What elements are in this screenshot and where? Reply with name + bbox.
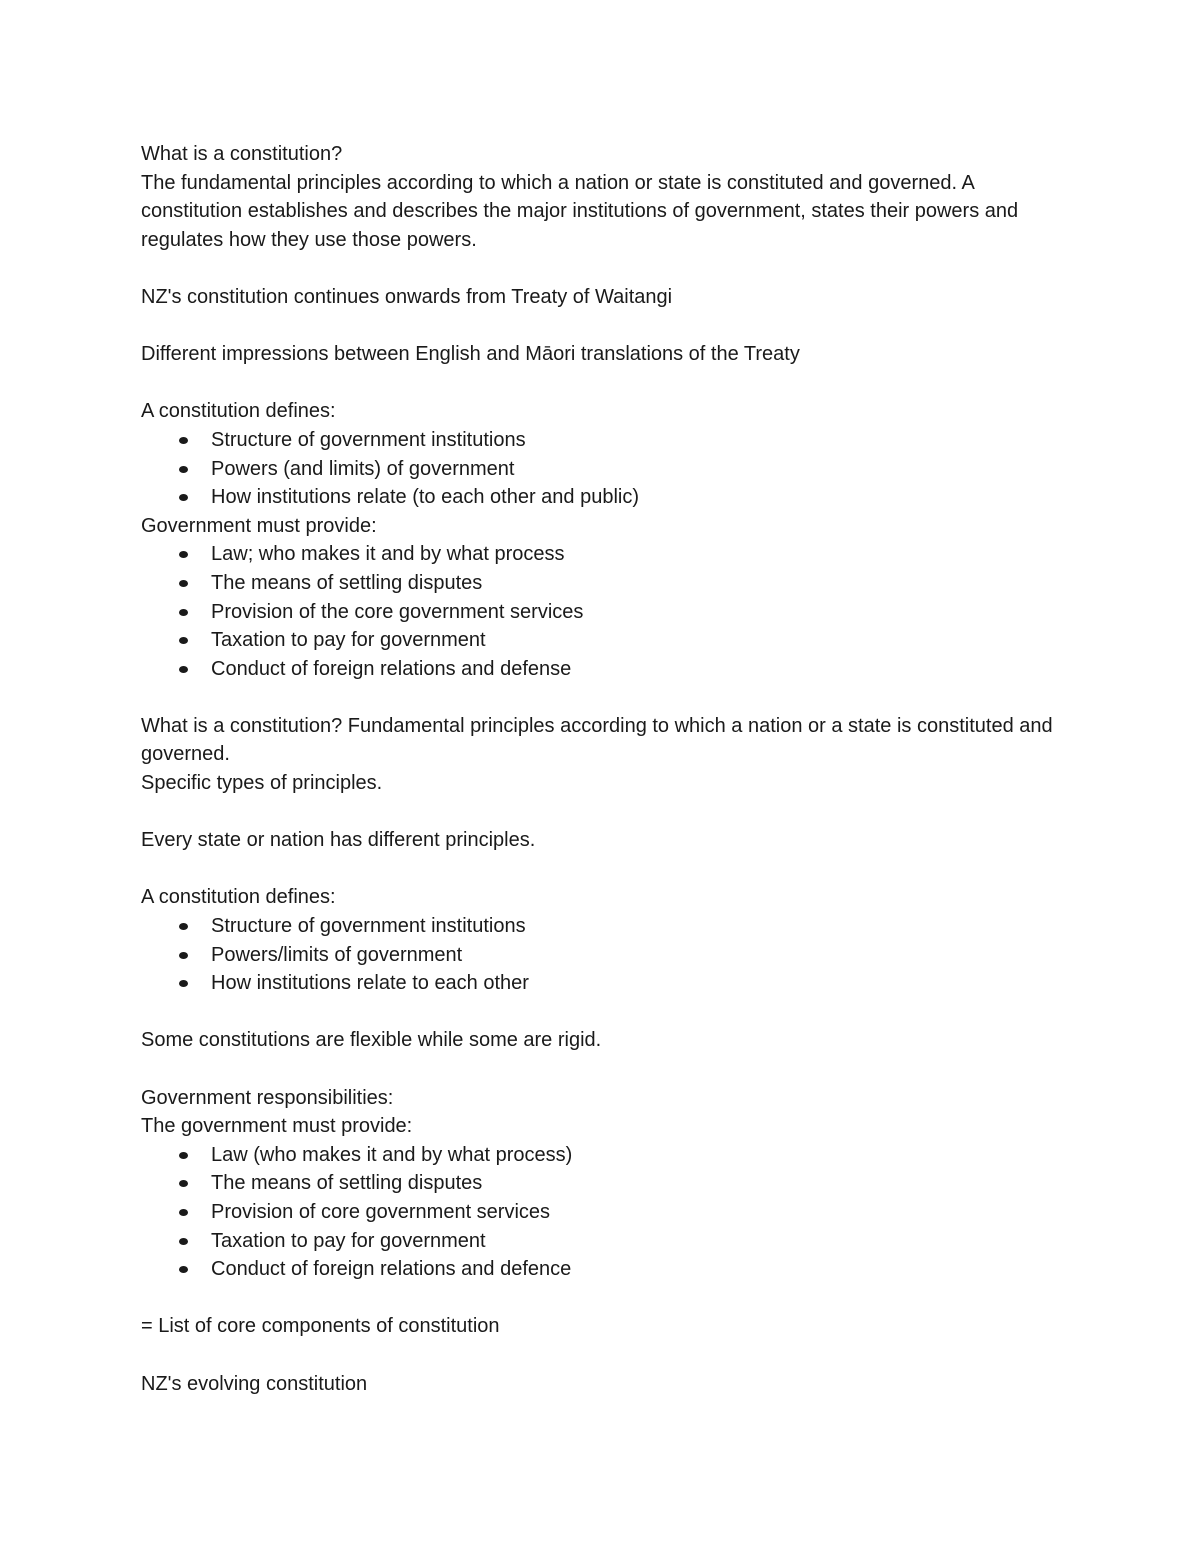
bullet-list-government-must-provide-2 [141, 1141, 1061, 1284]
list-item: Conduct of foreign relations and defence [211, 1255, 1061, 1284]
blank-line [141, 1284, 1061, 1313]
list-item: Conduct of foreign relations and defense [211, 655, 1061, 684]
list-item: Law; who makes it and by what process [211, 540, 1061, 569]
list-item: Taxation to pay for government [211, 626, 1061, 655]
blank-line [141, 683, 1061, 712]
flexible-rigid-line: Some constitutions are flexible while some are rigid. [141, 1029, 602, 1052]
list-heading-government-must-provide-2: The government must provide: [141, 1115, 413, 1138]
list-item: Powers (and limits) of government [211, 455, 1061, 484]
bullet-list-constitution-defines-2 [141, 912, 1061, 998]
list-heading-constitution-defines-2: A constitution defines: [141, 886, 336, 909]
translations-paragraph: Different impressions between English and Māori translations of the Treaty [141, 343, 800, 366]
list-item: How institutions relate to each other [211, 969, 1061, 998]
list-item: Provision of core government services [211, 1198, 1061, 1227]
list-item: Law (who makes it and by what process) [211, 1141, 1061, 1170]
document-page [141, 140, 1061, 1398]
constitution-definition-paragraph: The fundamental principles according to which a nation or state is constituted and governed. A constitution establishes and describes the major institutions of government, states their powers and regulates how they use those powers. [141, 171, 1019, 251]
list-item: The means of settling disputes [211, 569, 1061, 598]
blank-line [141, 312, 1061, 341]
list-item: Provision of the core government services [211, 598, 1061, 627]
list-item: Structure of government institutions [211, 912, 1061, 941]
list-heading-constitution-defines: A constitution defines: [141, 400, 336, 423]
evolving-constitution-line: NZ's evolving constitution [141, 1372, 368, 1395]
government-responsibilities-heading: Government responsibilities: [141, 1086, 394, 1109]
list-item: Structure of government institutions [211, 426, 1061, 455]
bullet-list-government-must-provide [141, 540, 1061, 683]
bullet-list-constitution-defines [141, 426, 1061, 512]
section-heading-what-is-constitution: What is a constitution? [141, 143, 343, 165]
blank-line [141, 254, 1061, 283]
list-item: The means of settling disputes [211, 1169, 1061, 1198]
specific-principles-line: Specific types of principles. [141, 772, 383, 795]
list-item: How institutions relate (to each other and public) [211, 483, 1061, 512]
list-heading-government-must-provide: Government must provide: [141, 514, 377, 537]
blank-line [141, 1055, 1061, 1084]
list-item: Powers/limits of government [211, 941, 1061, 970]
blank-line [141, 1341, 1061, 1370]
core-components-line: = List of core components of constitution [141, 1315, 500, 1338]
blank-line [141, 998, 1061, 1027]
list-item: Taxation to pay for government [211, 1227, 1061, 1256]
blank-line [141, 855, 1061, 884]
treaty-paragraph: NZ's constitution continues onwards from Treaty of Waitangi [141, 285, 673, 308]
constitution-summary-paragraph: What is a constitution? Fundamental principles according to which a nation or a state is constituted and governed. [141, 714, 1053, 766]
blank-line [141, 798, 1061, 827]
blank-line [141, 369, 1061, 398]
different-principles-line: Every state or nation has different principles. [141, 829, 536, 852]
